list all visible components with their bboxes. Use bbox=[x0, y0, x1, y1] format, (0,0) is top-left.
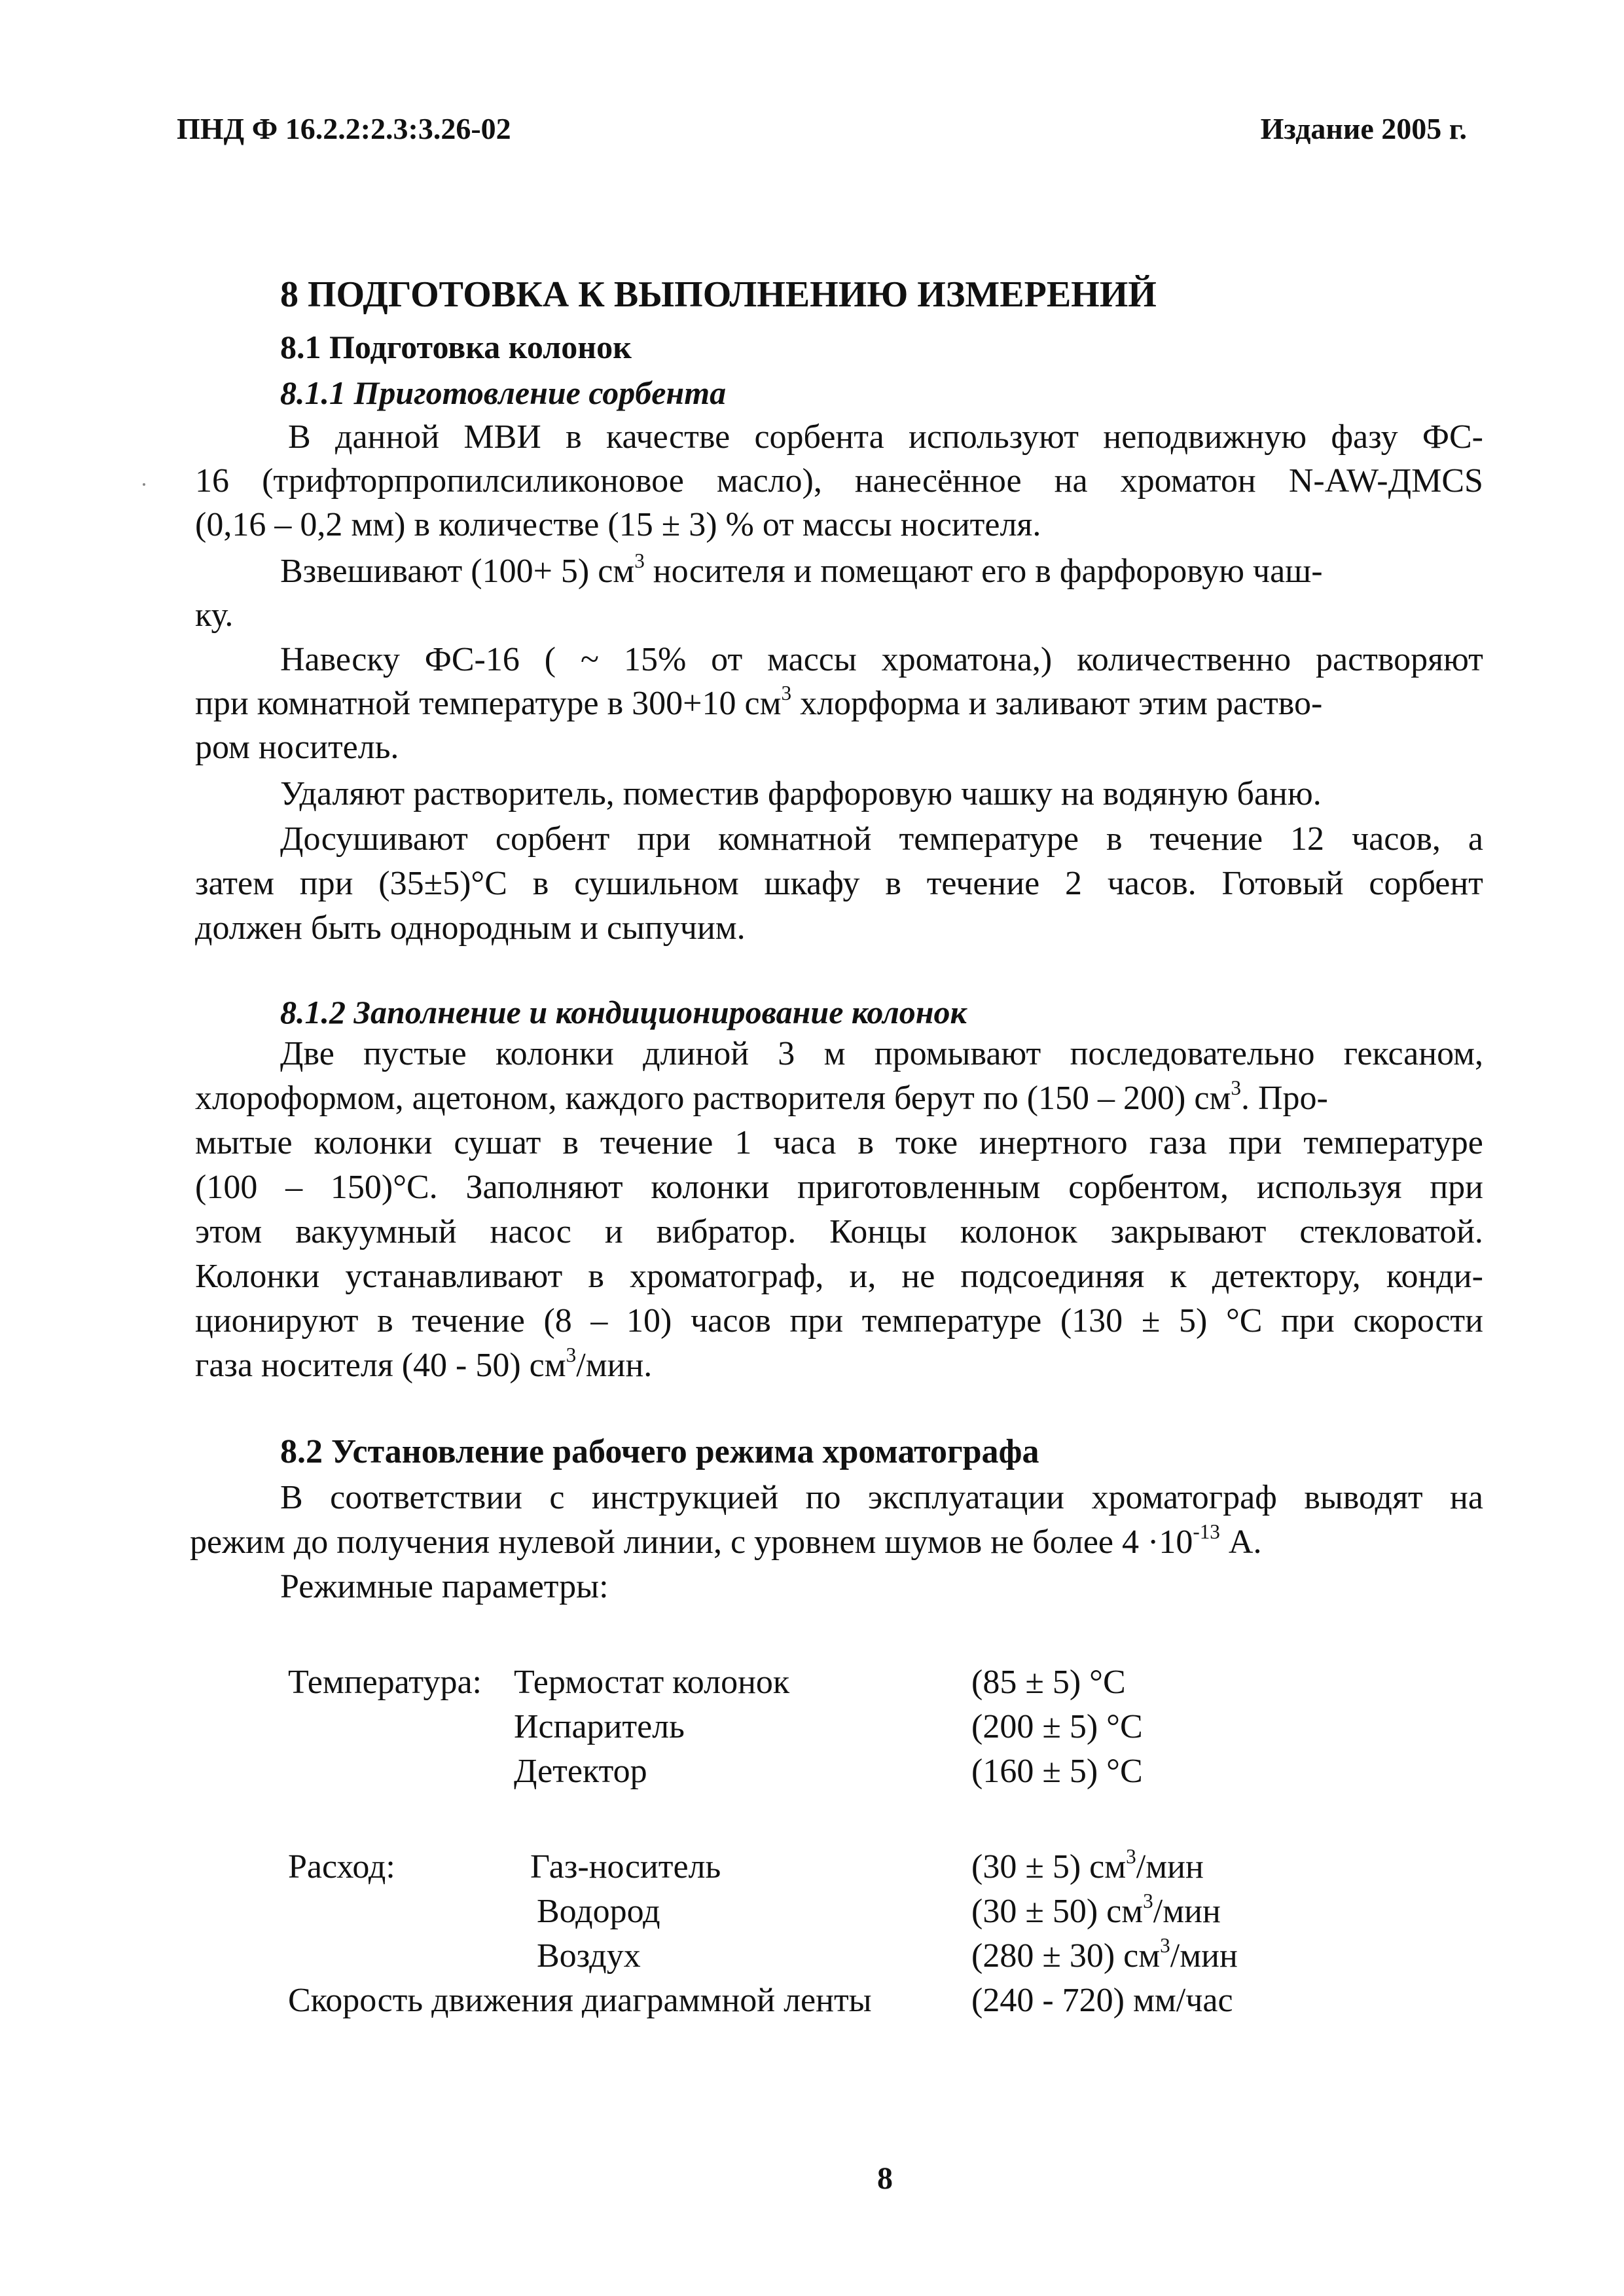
speed-value: (240 - 720) мм/час bbox=[971, 1982, 1233, 2019]
params-intro: Режимные параметры: bbox=[280, 1568, 609, 1605]
margin-dot bbox=[143, 483, 145, 486]
subsection-8-1-1-title: 8.1.1 Приготовление сорбента bbox=[280, 374, 727, 411]
param-name: Воздух bbox=[537, 1937, 641, 1975]
edition-label: Издание 2005 г. bbox=[1260, 112, 1467, 145]
param-name: Термостат колонок bbox=[514, 1664, 790, 1701]
param-value: (280 ± 30) $см^3$/мин bbox=[971, 1934, 1238, 1975]
document-code: ПНД Ф 16.2.2:2.3:3.26-02 bbox=[177, 112, 511, 145]
paragraph-line: В данной МВИ в качестве сорбента используют неподвижную фазу ФС- bbox=[288, 418, 1483, 456]
param-value: (160 ± 5) °С bbox=[971, 1753, 1143, 1790]
paragraph-line: В соответствии с инструкцией по эксплуатации хроматограф выводят на bbox=[280, 1479, 1483, 1516]
paragraph-line: при комнатной температуре в 300+10 $см^3$ хлорформа и заливают этим раство- bbox=[195, 682, 1323, 722]
subsection-8-1-title: 8.1 Подготовка колонок bbox=[280, 329, 632, 365]
paragraph-line: Досушивают сорбент при комнатной температуре в течение 12 часов, а bbox=[280, 820, 1483, 858]
flow-label: Расход: bbox=[288, 1848, 395, 1886]
param-name: Детектор bbox=[514, 1753, 647, 1790]
param-value: (30 ± 5) $см^3$/мин bbox=[971, 1845, 1204, 1886]
paragraph-line: газа носителя (40 - 50) $см^3$/мин. bbox=[195, 1343, 653, 1384]
paragraph-line: хлороформом, ацетоном, каждого растворителя берут по (150 – 200) $см^3$. Про- bbox=[195, 1076, 1328, 1117]
paragraph-line: ционируют в течение (8 – 10) часов при температуре (130 ± 5) °С при скорости bbox=[195, 1302, 1483, 1339]
temperature-label: Температура: bbox=[288, 1664, 482, 1701]
paragraph-line: Навеску ФС-16 ( ~ 15% от массы хроматона,) количественно растворяют bbox=[280, 641, 1483, 678]
paragraph-line: ром носитель. bbox=[195, 729, 399, 766]
paragraph-line: 16 (трифторпропилсиликоновое масло), нанесённое на хроматон N-AW-ДМCS bbox=[195, 462, 1483, 500]
paragraph-line: (0,16 – 0,2 мм) в количестве (15 ± 3) % от массы носителя. bbox=[195, 506, 1041, 543]
paragraph-line: ку. bbox=[195, 596, 234, 634]
paragraph-line: этом вакуумный насос и вибратор. Концы колонок закрывают стекловатой. bbox=[195, 1213, 1483, 1250]
param-value: (200 ± 5) °С bbox=[971, 1708, 1143, 1745]
param-value: (85 ± 5) °С bbox=[971, 1664, 1126, 1701]
speed-label: Скорость движения диаграммной ленты bbox=[288, 1982, 872, 2019]
paragraph-line: должен быть однородным и сыпучим. bbox=[195, 909, 746, 947]
subsection-8-2-title: 8.2 Установление рабочего режима хроматографа bbox=[280, 1433, 1039, 1470]
paragraph-line: режим до получения нулевой линии, с уровнем шумов не более $4 \cdot 10^{-13}$ А. bbox=[190, 1520, 1262, 1561]
param-name: Испаритель bbox=[514, 1708, 685, 1745]
param-name: Водород bbox=[537, 1893, 660, 1930]
paragraph-line: Взвешивают (100+ 5) $см^3$ носителя и помещают его в фарфоровую чаш- bbox=[280, 549, 1323, 590]
paragraph-line: Колонки устанавливают в хроматограф, и, не подсоединяя к детектору, конди- bbox=[195, 1258, 1483, 1295]
paragraph-line: Две пустые колонки длиной 3 м промывают последовательно гексаном, bbox=[280, 1035, 1483, 1072]
page-number: 8 bbox=[877, 2161, 893, 2196]
paragraph-line: затем при (35±5)°С в сушильном шкафу в течение 2 часов. Готовый сорбент bbox=[195, 865, 1483, 902]
subsection-8-1-2-title: 8.1.2 Заполнение и кондиционирование колонок bbox=[280, 994, 967, 1030]
paragraph-line: мытые колонки сушат в течение 1 часа в токе инертного газа при температуре bbox=[195, 1124, 1483, 1161]
paragraph-line: (100 – 150)°С. Заполняют колонки приготовленным сорбентом, используя при bbox=[195, 1169, 1483, 1206]
section-title: 8 ПОДГОТОВКА К ВЫПОЛНЕНИЮ ИЗМЕРЕНИЙ bbox=[280, 274, 1157, 315]
param-value: (30 ± 50) $см^3$/мин bbox=[971, 1889, 1221, 1930]
paragraph-line: Удаляют растворитель, поместив фарфоровую чашку на водяную баню. bbox=[280, 775, 1322, 812]
param-name: Газ-носитель bbox=[530, 1848, 721, 1886]
